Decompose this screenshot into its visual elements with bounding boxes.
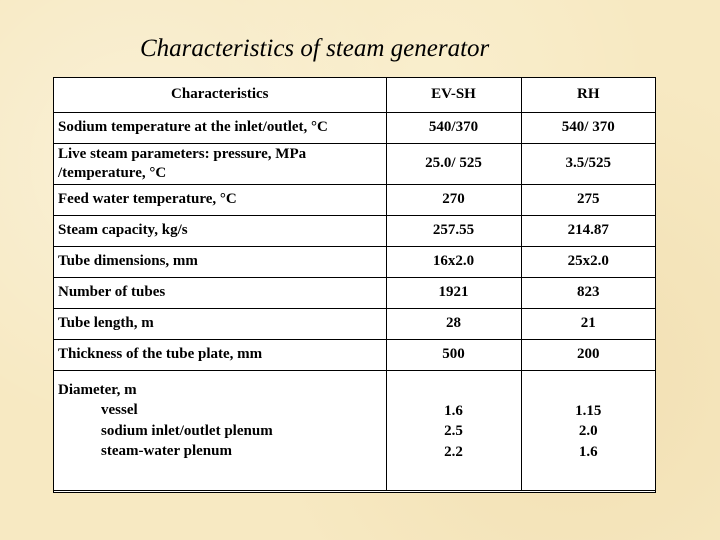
row-value-rh: 214.87: [521, 215, 655, 246]
row-label: [54, 143, 386, 184]
row-value-rh: 275: [521, 184, 655, 215]
table-row: [54, 112, 655, 143]
diameter-value: 1.6: [578, 443, 598, 460]
row-label: Steam capacity, kg/s: [54, 215, 386, 246]
row-label: Tube length, m: [54, 308, 386, 339]
table-header-row: [54, 78, 655, 112]
diameter-value: 2.0: [578, 423, 598, 439]
table-row: [54, 277, 655, 308]
diameter-sub-label: sodium inlet/outlet plenum: [101, 422, 273, 439]
row-value-rh: 25x2.0: [521, 246, 655, 277]
row-value-ev-sh: 1921: [386, 277, 521, 308]
row-value-rh: 540/ 370: [521, 112, 655, 143]
diameter-value: 2.2: [444, 443, 463, 460]
diameter-value: 1.6: [444, 402, 463, 419]
slide-title: Characteristics of steam generator: [140, 35, 490, 62]
row-value-rh: [521, 370, 655, 490]
row-value-ev-sh: 16x2.0: [386, 246, 521, 277]
table-row: [54, 246, 655, 277]
row-value-ev-sh: [386, 370, 521, 490]
blank-line: [391, 380, 517, 401]
table-row: [54, 339, 655, 370]
table-row: [54, 215, 655, 246]
diameter-sub-label: vessel: [101, 402, 138, 418]
row-value-ev-sh: 25.0/ 525: [386, 143, 521, 184]
header-rh: RH: [521, 78, 655, 112]
characteristics-table: [54, 78, 655, 491]
row-label-line: /temperature, °C: [58, 164, 167, 181]
row-value-ev-sh: 540/370: [386, 112, 521, 143]
table-row-diameter: [54, 370, 655, 490]
row-label: Thickness of the tube plate, mm: [54, 339, 386, 370]
row-value-rh: 21: [521, 308, 655, 339]
diameter-value: 2.5: [444, 423, 463, 439]
row-label: Number of tubes: [54, 277, 386, 308]
row-label-line: Live steam parameters: pressure, MPa: [58, 145, 307, 162]
row-value-ev-sh: 500: [386, 339, 521, 370]
row-label: [54, 370, 386, 490]
row-value-rh: 823: [521, 277, 655, 308]
characteristics-table-panel: [53, 77, 656, 493]
row-value-ev-sh: 270: [386, 184, 521, 215]
row-label: Feed water temperature, °C: [54, 184, 386, 215]
row-value-ev-sh: 257.55: [386, 215, 521, 246]
diameter-value: 1.15: [575, 402, 602, 419]
header-characteristics: Characteristics: [54, 78, 386, 112]
row-label: Tube dimensions, mm: [54, 246, 386, 277]
row-value-rh: 200: [521, 339, 655, 370]
blank-line: [526, 380, 652, 401]
row-value-rh: 3.5/525: [521, 143, 655, 184]
table-row: [54, 143, 655, 184]
diameter-sub-label: steam-water plenum: [101, 443, 232, 459]
table-row: [54, 308, 655, 339]
row-value-ev-sh: 28: [386, 308, 521, 339]
table-row: [54, 184, 655, 215]
row-label: Sodium temperature at the inlet/outlet, °C: [54, 112, 386, 143]
diameter-label: Diameter, m: [58, 381, 137, 398]
header-ev-sh: EV-SH: [386, 78, 521, 112]
